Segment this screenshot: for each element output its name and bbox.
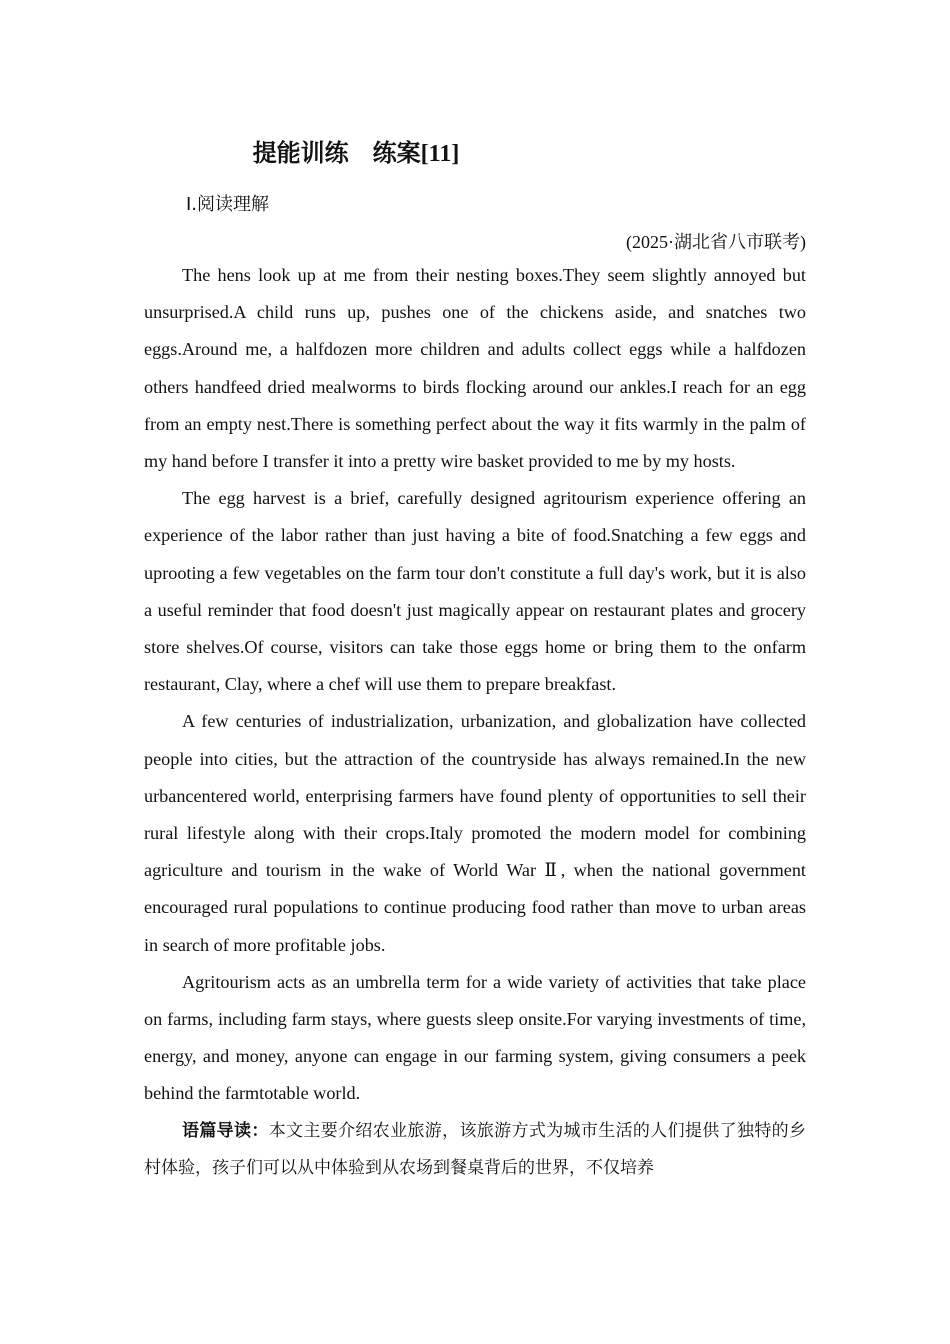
reading-passage: [144, 257, 806, 1187]
guide-text: 本文主要介绍农业旅游，该旅游方式为城市生活的人们提供了独特的乡村体验，孩子们可以从中体验到从农场到餐桌背后的世界，不仅培养: [144, 1120, 807, 1178]
page-title: 提能训练 练案[11]: [252, 141, 460, 167]
guide-label: 语篇导读：: [182, 1120, 269, 1141]
passage-paragraph: The egg harvest is a brief, carefully designed agritourism experience offering an experience of the labor rather than just having a bite of food.Snatching a few eggs and uprooting a few vegetables on the farm tour don't constitute a full day's work, but it is also a useful reminder that food doesn't just magically appear on restaurant plates and grocery store shelves.Of course, visitors can take those eggs home or bring them to the onfarm restaurant, Clay, where a chef will use them to prepare breakfast.: [144, 488, 806, 695]
passage-guide: [144, 1113, 806, 1187]
section-heading: Ⅰ.阅读理解: [186, 194, 270, 215]
passage-paragraph: Agritourism acts as an umbrella term for a wide variety of activities that take place on farms, including farm stays, where guests sleep onsite.For varying investments of time, energy, and money, anyone can engage in our farming system, giving consumers a peek behind the farmtotable world.: [144, 971, 806, 1104]
passage-paragraph: A few centuries of industrialization, urbanization, and globalization have collected people into cities, but the attraction of the countryside has always remained.In the new urbancentered world, enterprising farmers have found plenty of opportunities to sell their rural lifestyle along with their crops.Italy promoted the modern model for combining agriculture and tourism in the wake of World War Ⅱ, when the national government encouraged rural populations to continue producing food rather than move to urban areas in search of more profitable jobs.: [144, 711, 806, 955]
source-citation: (2025·湖北省八市联考): [626, 232, 806, 252]
passage-paragraph: The hens look up at me from their nesting boxes.They seem slightly annoyed but unsurprised.A child runs up, pushes one of the chickens aside, and snatches two eggs.Around me, a halfdozen more children and adults collect eggs while a halfdozen others handfeed dried mealworms to birds flocking around our ankles.I reach for an egg from an empty nest.There is something perfect about the way it fits warmly in the palm of my hand before I transfer it into a pretty wire basket provided to me by my hosts.: [144, 265, 806, 472]
